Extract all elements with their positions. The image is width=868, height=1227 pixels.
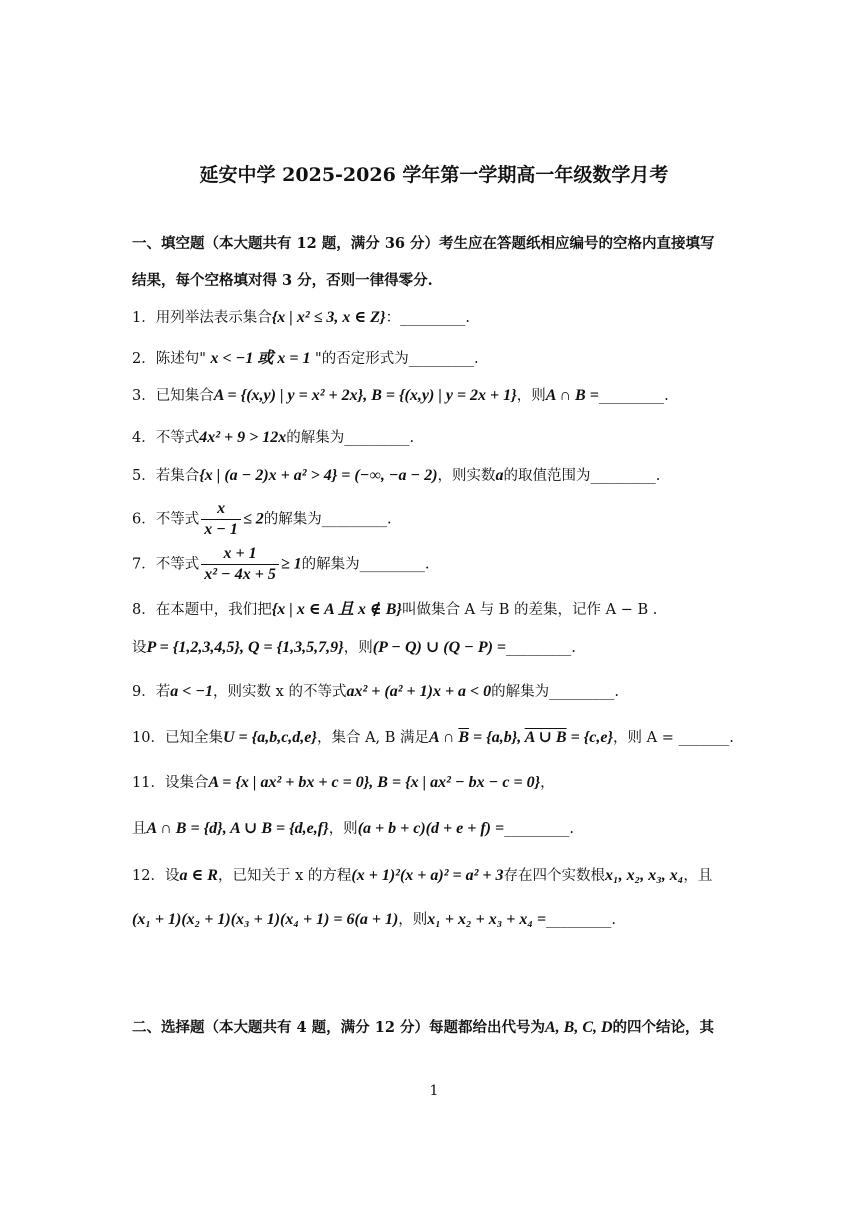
q10-text: 10．已知全集: [132, 730, 223, 746]
q6-fraction: [201, 500, 241, 539]
section1-heading-line2: 结果，每个空格填对得 3 分，否则一律得零分.: [132, 272, 433, 289]
q4-blank: 的解集为_________.: [286, 430, 415, 446]
q5-math2: a: [495, 467, 504, 484]
q2-blank: "的否定形式为_________.: [310, 351, 479, 367]
question-3: [132, 384, 669, 405]
question-11-line2: [132, 817, 574, 838]
q11-line2-math2: (a + b + c)(d + e + f) =: [357, 820, 505, 837]
q10-mid: ，集合 A, B 满足: [316, 730, 430, 746]
q12-line2-math2: x₁ + x₂ + x₃ + x₄ =: [427, 911, 547, 928]
q2-text: 2．陈述句": [132, 351, 211, 367]
q5-blank: 的取值范围为_________.: [503, 468, 661, 484]
q2-math: x < −1 或 x = 1: [210, 350, 311, 367]
q6-denominator: x − 1: [204, 521, 238, 538]
q12-math2: (x + 1)²(x + a)² = a² + 3: [351, 867, 504, 884]
q6-numerator: x: [201, 500, 241, 520]
q6-relation: ≤ 2: [242, 510, 264, 528]
q1-math: {x | x² ≤ 3, x ∈ Z}: [271, 309, 386, 326]
q1-blank: ：_________.: [385, 310, 470, 326]
section2-text-2: 的四个结论，其: [612, 1019, 715, 1036]
q8-line2-text: 设: [132, 640, 147, 656]
q12-blank: _________.: [546, 912, 616, 928]
question-9: [132, 680, 619, 701]
question-4: [132, 426, 414, 447]
question-6: [132, 500, 392, 539]
q7-denominator: x² − 4x + 5: [204, 566, 276, 583]
q10-blank: ，则 A = _______.: [613, 730, 734, 746]
q4-math: 4x² + 9 > 12x: [199, 429, 287, 446]
question-8-line2: [132, 636, 576, 657]
q1-text: 1．用列举法表示集合: [132, 310, 272, 326]
q4-text: 4．不等式: [132, 430, 200, 446]
q8-line2-math2: (P − Q) ∪ (Q − P) =: [372, 639, 507, 656]
question-12-line1: [132, 864, 712, 885]
q11-post: ，: [540, 775, 555, 791]
question-1: [132, 306, 470, 327]
q5-text: 5．若集合: [132, 468, 200, 484]
q12-mid: ，已知关于 x 的方程: [217, 868, 352, 884]
q12-post: ，且: [683, 868, 713, 884]
q7-blank: 的解集为_________.: [301, 556, 430, 573]
q10-math-bbar: $\overline{B}$: [458, 729, 470, 746]
section1-heading-line1: 一、填空题（本大题共有 12 题，满分 36 分）考生应在答题纸相应编号的空格内直接填写: [132, 235, 715, 252]
q10-math-b: = {a,b},: [469, 729, 525, 746]
q8-text-2: 叫做集合 A 与 B 的差集，记作 A − B .: [401, 602, 658, 618]
q12-line2-math: (x₁ + 1)(x₂ + 1)(x₃ + 1)(x₄ + 1) = 6(a + 1): [132, 911, 399, 928]
q9-math: a < −1: [170, 683, 214, 700]
q9-blank: 的解集为_________.: [491, 684, 620, 700]
q3-blank: _________.: [598, 388, 669, 404]
q9-mid: ，则实数 x 的不等式: [213, 684, 347, 700]
q3-text: 3．已知集合: [132, 388, 214, 404]
q12-math: a ∈ R: [179, 867, 218, 884]
q7-fraction: [201, 545, 279, 584]
question-7: [132, 545, 429, 584]
q11-line2-text: 且: [132, 821, 147, 837]
q3-math: A = {(x,y) | y = x² + 2x}, B = {(x,y) | y = 2x + 1}: [213, 387, 517, 404]
q11-math: A = {x | ax² + bx + c = 0}, B = {x | ax² − bx − c = 0}: [208, 774, 541, 791]
section2-heading: [132, 1016, 714, 1037]
q7-text: 7．不等式: [132, 556, 200, 573]
q12-math3: x₁, x₂, x₃, x₄: [605, 867, 684, 884]
section2-text: 二、选择题（本大题共有 4 题，满分 12 分）每题都给出代号为: [132, 1019, 545, 1036]
q11-line2-math: A ∩ B = {d}, A ∪ B = {d,e,f}: [146, 820, 329, 837]
q9-math2: ax² + (a² + 1)x + a < 0: [346, 683, 492, 700]
q8-math: {x | x ∈ A 且 x ∉ B}: [271, 601, 402, 618]
q12-line2-mid: ，则: [398, 912, 428, 928]
page-title: 延安中学 2025-2026 学年第一学期高一年级数学月考: [199, 164, 669, 186]
q11-text: 11．设集合: [132, 775, 209, 791]
q10-math-c: A ∪ B: [524, 729, 567, 746]
q6-text: 6．不等式: [132, 511, 200, 528]
q10-math: U = {a,b,c,d,e}: [222, 729, 317, 746]
q8-line2-math: P = {1,2,3,4,5}, Q = {1,3,5,7,9}: [146, 639, 344, 656]
page-number: 1: [429, 1083, 439, 1099]
q3-mid: ，则: [516, 388, 546, 404]
q7-numerator: x + 1: [201, 545, 279, 565]
q3-math2: A ∩ B =: [545, 387, 599, 404]
q8-text: 8．在本题中，我们把: [132, 602, 272, 618]
q10-math-a: A ∩: [429, 729, 459, 746]
question-2: [132, 345, 479, 368]
q9-text: 9．若: [132, 684, 171, 700]
q12-text: 12．设: [132, 868, 180, 884]
question-8-line1: [132, 596, 657, 619]
question-12-line2: [132, 908, 616, 929]
section2-math: A, B, C, D: [544, 1019, 613, 1036]
q7-relation: ≥ 1: [280, 555, 302, 573]
question-10: [132, 726, 734, 747]
q5-math: {x | (a − 2)x + a² > 4} = (−∞, −a − 2): [199, 467, 438, 484]
question-5: [132, 464, 660, 485]
q5-mid: ，则实数: [437, 468, 496, 484]
q11-line2-mid: ，则: [328, 821, 358, 837]
q8-blank: _________.: [506, 640, 576, 656]
q6-blank: 的解集为_________.: [263, 511, 392, 528]
q10-math-d: = {c,e}: [566, 729, 614, 746]
question-11-line1: [132, 771, 555, 792]
q12-mid2: 存在四个实数根: [503, 868, 606, 884]
q8-line2-mid: ，则: [343, 640, 373, 656]
q11-blank: _________.: [504, 821, 574, 837]
